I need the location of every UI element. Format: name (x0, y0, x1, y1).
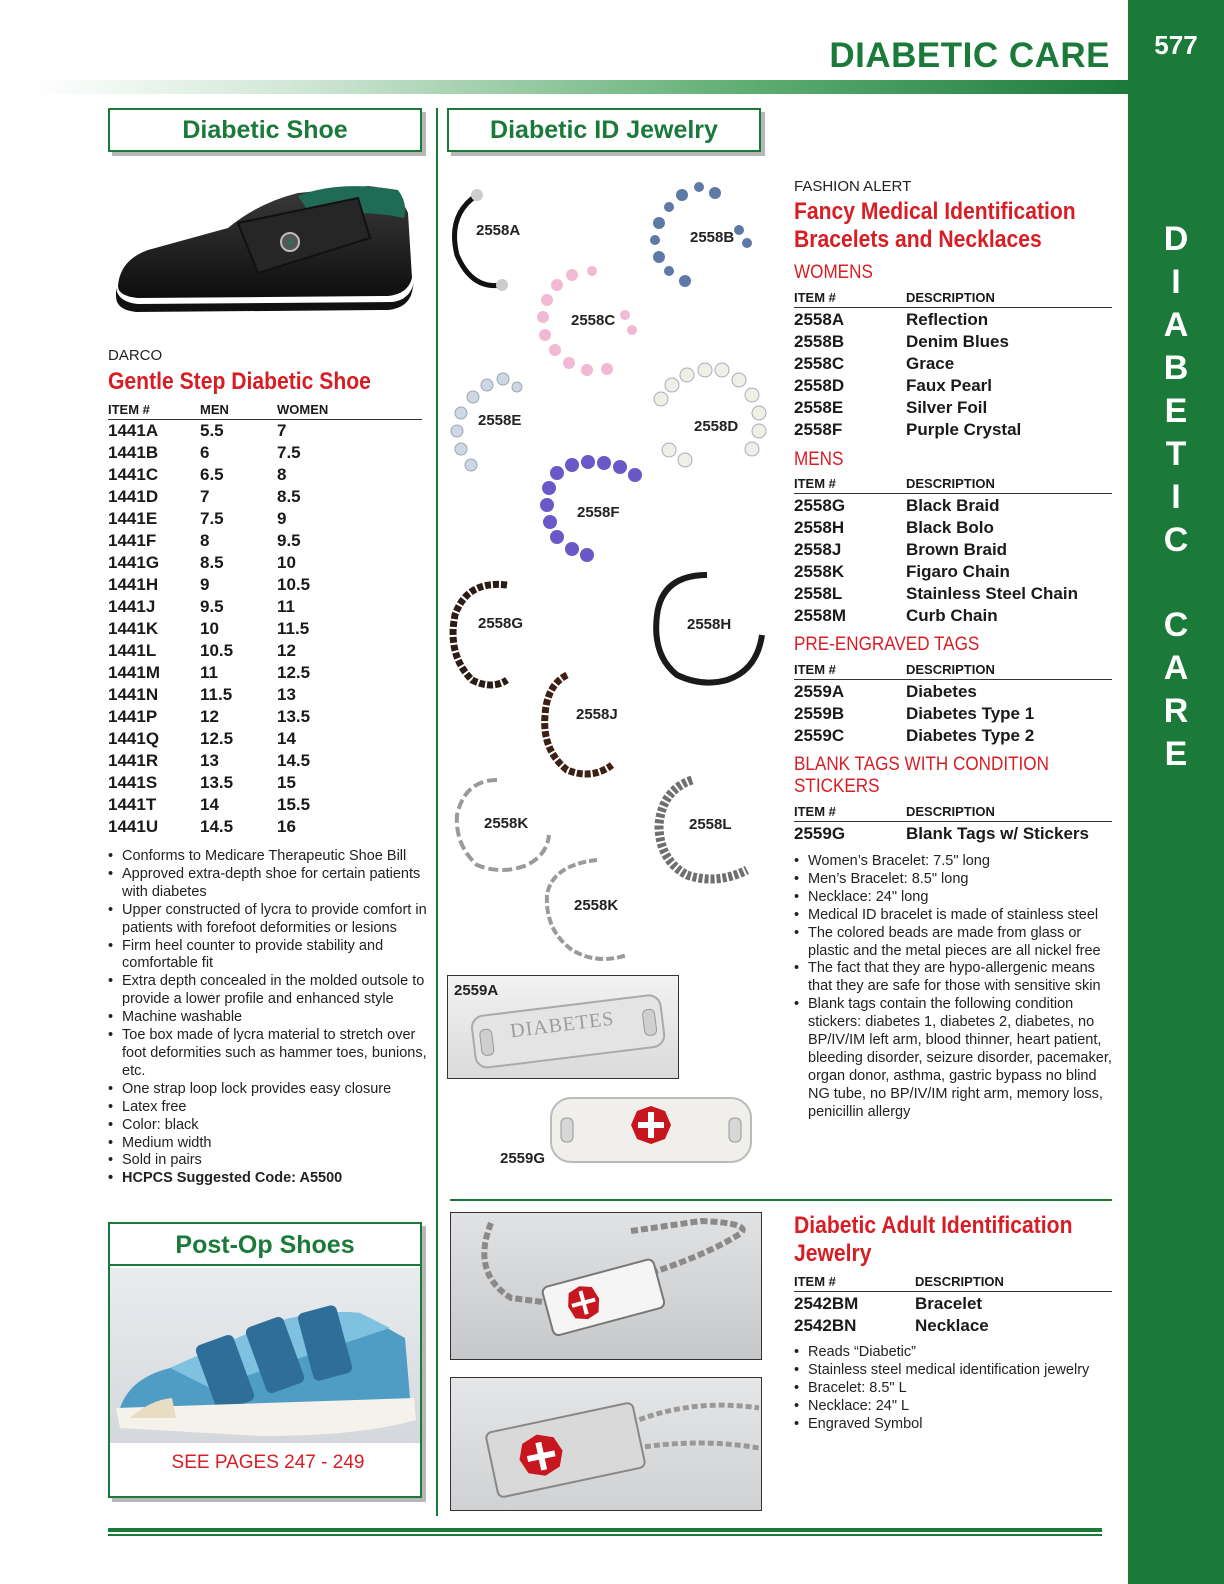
womens-heading: WOMENS (794, 262, 873, 283)
side-letter: E (1164, 392, 1188, 430)
list-item: • Stainless steel medical identification jewelry (794, 1362, 1114, 1380)
blank-tags-heading-1: BLANK TAGS WITH CONDITION (794, 754, 1049, 775)
side-letter: T (1165, 435, 1187, 473)
col-description: DESCRIPTION (906, 290, 995, 305)
col-description: DESCRIPTION (906, 476, 995, 491)
side-letter: E (1164, 735, 1188, 773)
list-item: • The fact that they are hypo-allergenic means that they are safe for those with sensitive skin (794, 960, 1114, 996)
list-item: • Latex free (108, 1099, 434, 1117)
list-item: • Machine washable (108, 1009, 434, 1027)
pre-engraved-table-header (794, 662, 1112, 680)
list-item: • Approved extra-depth shoe for certain patients with diabetes (108, 866, 434, 902)
photo-label: 2558C (571, 312, 616, 329)
photo-label: 2558J (576, 706, 618, 723)
adult-id-table-header (794, 1274, 1112, 1292)
id-jewelry-section-title: Diabetic ID Jewelry (447, 108, 761, 152)
list-item: • Bracelet: 8.5" L (794, 1380, 1114, 1398)
shoe-product-title: Gentle Step Diabetic Shoe (108, 368, 371, 395)
footer-rule-thin (108, 1534, 1102, 1536)
side-letter: B (1163, 349, 1189, 387)
list-item: • Necklace: 24" long (794, 889, 1114, 907)
list-item: • Sold in pairs (108, 1152, 434, 1170)
post-op-box (108, 1222, 422, 1498)
list-item: • Toe box made of lycra material to stretch over foot deformities such as hammer toes, bunions, etc. (108, 1027, 434, 1081)
col-item: ITEM # (794, 804, 836, 819)
col-item: ITEM # (108, 402, 150, 417)
adult-id-title-2: Jewelry (794, 1240, 872, 1267)
col-description: DESCRIPTION (915, 1274, 1004, 1289)
adult-id-features (794, 1344, 1114, 1434)
list-item: • Men’s Bracelet: 8.5" long (794, 871, 1114, 889)
shoe-table-header (108, 402, 422, 420)
fashion-alert-features (794, 853, 1114, 1122)
footer-rule (108, 1528, 1102, 1532)
diabetic-shoe-section-title: Diabetic Shoe (108, 108, 422, 152)
photo-label: 2558H (687, 616, 732, 633)
shoe-features-list (108, 848, 434, 1188)
col-men: MEN (200, 402, 229, 417)
shoe-brand: DARCO (108, 347, 163, 364)
photo-label: 2558E (478, 412, 522, 429)
blank-tags-heading-2: STICKERS (794, 776, 880, 797)
list-item: • Engraved Symbol (794, 1416, 1114, 1434)
see-pages-link[interactable]: SEE PAGES 247 - 249 (171, 1452, 365, 1473)
list-item: • Color: black (108, 1117, 434, 1135)
page-title: DIABETIC CARE (829, 36, 1110, 75)
section-divider (450, 1199, 1112, 1201)
list-item: • Women’s Bracelet: 7.5" long (794, 853, 1114, 871)
hcpcs-code: • HCPCS Suggested Code: A5500 (108, 1170, 434, 1188)
photo-label: 2558L (689, 816, 732, 833)
tag-2559a-photo (447, 975, 679, 1079)
side-letter: R (1163, 692, 1189, 730)
col-item: ITEM # (794, 662, 836, 677)
post-op-section-title: Post-Op Shoes (110, 1224, 420, 1266)
list-item: • Medical ID bracelet is made of stainless steel (794, 907, 1114, 925)
photo-label: 2559A (454, 982, 499, 999)
side-letter: I (1171, 478, 1181, 516)
fashion-alert-title-1: Fancy Medical Identification (794, 198, 1076, 225)
tag-engraving: DIABETES (508, 1007, 616, 1043)
photo-label: 2558K (484, 815, 529, 832)
adult-bracelet-photo (450, 1212, 762, 1360)
col-description: DESCRIPTION (906, 804, 995, 819)
side-letter: A (1163, 649, 1189, 687)
mens-heading: MENS (794, 449, 844, 470)
col-description: DESCRIPTION (906, 662, 995, 677)
side-letter: C (1163, 606, 1189, 644)
col-item: ITEM # (794, 1274, 836, 1289)
col-item: ITEM # (794, 290, 836, 305)
pre-engraved-heading: PRE-ENGRAVED TAGS (794, 634, 980, 655)
adult-id-title-1: Diabetic Adult Identification (794, 1212, 1073, 1239)
page-number: 577 (1154, 30, 1198, 60)
side-letter: A (1163, 306, 1189, 344)
list-item: • Necklace: 24" L (794, 1398, 1114, 1416)
side-letter: I (1171, 263, 1181, 301)
list-item: • Conforms to Medicare Therapeutic Shoe Bill (108, 848, 434, 866)
photo-label: 2558F (577, 504, 620, 521)
photo-label: 2558G (478, 615, 524, 632)
photo-label: 2559G (500, 1150, 546, 1167)
list-item: • Blank tags contain the following condition stickers: diabetes 1, diabetes 2, diabetes, no BP/IV/IM left arm, blood thinner, heart patient, bleeding disorder, seizure disorder, pacemaker, organ donor, asthma, gastric bypass no blind NG tube, no BP/IV/IM right arm, memory loss, penicillin allergy (794, 996, 1114, 1121)
photo-label: 2558B (690, 229, 735, 246)
column-divider (436, 108, 438, 1516)
womens-table-header (794, 290, 1112, 308)
adult-necklace-photo (450, 1377, 762, 1511)
photo-label: 2558D (694, 418, 739, 435)
col-item: ITEM # (794, 476, 836, 491)
post-op-shoe-image (110, 1268, 420, 1443)
list-item: • Upper constructed of lycra to provide comfort in patients with forefoot deformities or lesions (108, 902, 434, 938)
blank-tags-table-header (794, 804, 1112, 822)
fashion-alert-title-2: Bracelets and Necklaces (794, 226, 1042, 253)
side-letter: D (1163, 220, 1189, 258)
bracelet-photo-grid (447, 175, 777, 975)
list-item: • Firm heel counter to provide stability and comfortable fit (108, 938, 434, 974)
header-gradient-rule (30, 80, 1128, 94)
side-letter: C (1163, 521, 1189, 559)
fashion-alert-brand: FASHION ALERT (794, 178, 912, 195)
list-item: • Reads “Diabetic” (794, 1344, 1114, 1362)
col-women: WOMEN (277, 402, 329, 417)
photo-label: 2558A (476, 222, 521, 239)
list-item: • Medium width (108, 1135, 434, 1153)
diabetic-shoe-image (108, 168, 418, 318)
mens-table-header (794, 476, 1112, 494)
list-item: • One strap loop lock provides easy closure (108, 1081, 434, 1099)
tag-2559g-photo (547, 1090, 757, 1170)
photo-label: 2558K (574, 897, 619, 914)
list-item: • Extra depth concealed in the molded outsole to provide a lower profile and enhanced style (108, 973, 434, 1009)
list-item: • The colored beads are made from glass or plastic and the metal pieces are all nickel free (794, 925, 1114, 961)
